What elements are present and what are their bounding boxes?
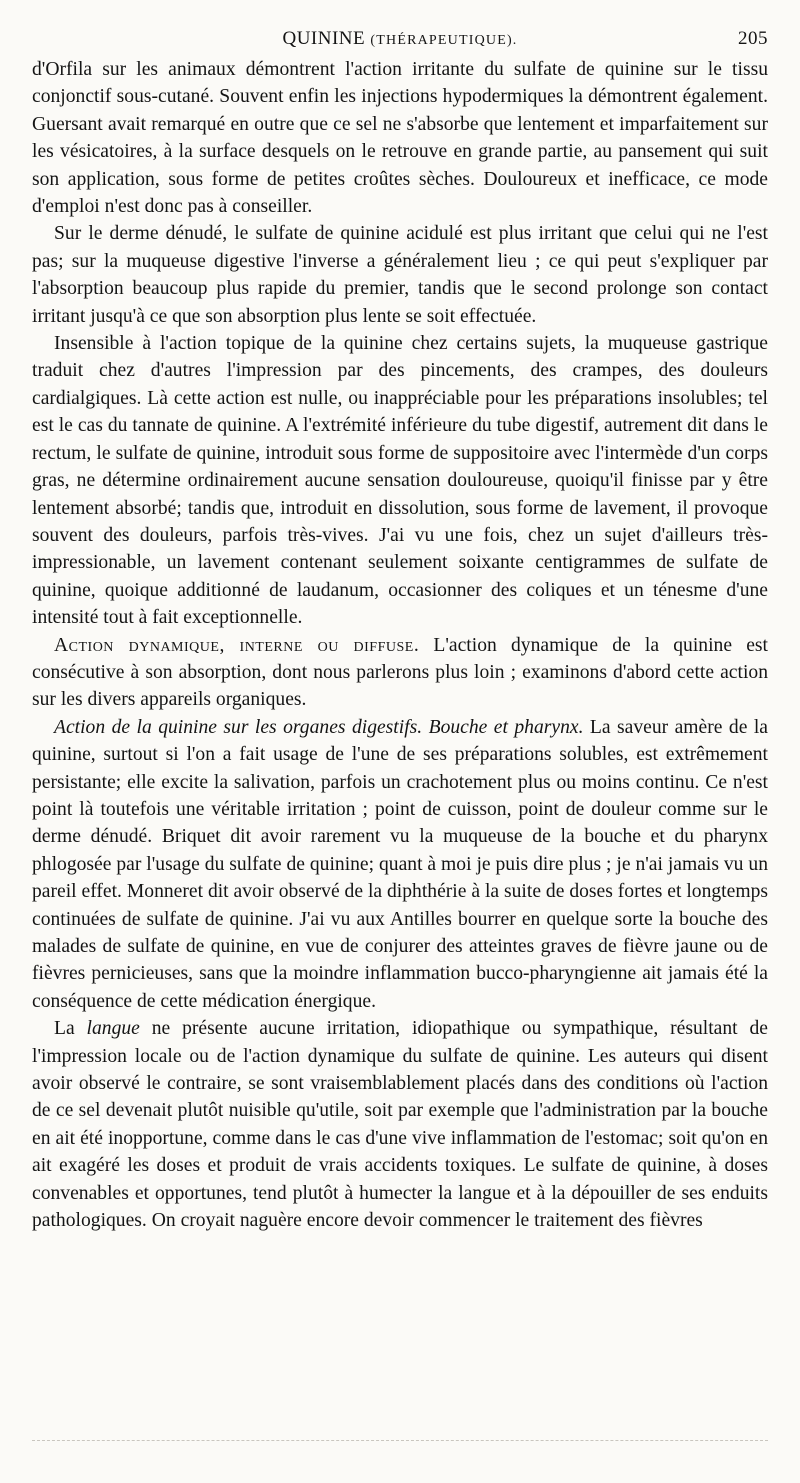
- paragraph-text: d'Orfila sur les animaux démontrent l'action irritante du sulfate de quinine sur le tissu conjonctif sous-cutané. Souvent enfin les injections hypodermiques la démontrent également. Guersant avait remarqué en outre que ce sel ne s'absorbe que lentement et imparfaitement sur les vésicatoires, à la surface desquels on le retrouve en grande partie, au pansement qui suit son application, sous forme de petites croûtes sèches. Douloureux et inefficace, ce mode d'emploi n'est donc pas à conseiller.: [32, 59, 768, 218]
- paragraph-text: Insensible à l'action topique de la quinine chez certains sujets, la muqueuse gastrique traduit chez d'autres l'impression par des pincements, des crampes, des douleurs cardialgiques. Là cette action est nulle, ou inappréciable pour les préparations insolubles; tel est le cas du tannate de quinine. A l'extrémité inférieure du tube digestif, autrement dit dans le rectum, le sulfate de quinine, introduit sous forme de suppositoire avec l'intermède d'un corps gras, ne détermine ordinairement aucune sensation douloureuse, quoiqu'il finisse par y être lentement absorbé; tandis que, introduit en dissolution, sous forme de lavement, il provoque souvent des douleurs, parfois très-vives. J'ai vu une fois, chez un sujet d'ailleurs très-impressionable, un lavement contenant seulement soixante centigrammes de sulfate de quinine, quoique additionné de laudanum, occasionner des coliques et un ténesme d'une intensité tout à fait exceptionnelle.: [32, 333, 768, 629]
- running-title-sub: (THÉRAPEUTIQUE).: [370, 33, 518, 48]
- paragraph-lead: La: [54, 1018, 87, 1040]
- section-heading: Action dynamique, interne ou diffuse.: [54, 634, 420, 656]
- running-title: [32, 28, 768, 50]
- paragraph: [32, 632, 768, 714]
- paragraph: [32, 1015, 768, 1234]
- paragraph: [32, 220, 768, 330]
- page: [32, 28, 768, 1234]
- running-head: [32, 28, 768, 56]
- paragraph-text: ne présente aucune irritation, idiopathique ou sympathique, résultant de l'impression locale ou de l'action dynamique du sulfate de quinine. Les auteurs qui disent avoir observé le contraire, se sont vraisemblablement placés dans des conditions où l'action de ce sel devenait plutôt nuisible qu'utile, soit par exemple que l'administration par la bouche en ait été inopportune, comme dans le cas d'une vive inflammation de l'estomac; soit qu'on en ait exagéré les doses et produit de vrais accidents toxiques. Le sulfate de quinine, à doses convenables et opportunes, tend plutôt à humecter la langue et à la dépouiller de ses enduits pathologiques. On croyait naguère encore devoir commencer le traitement des fièvres: [32, 1018, 768, 1232]
- paragraph: [32, 330, 768, 631]
- page-number: 205: [738, 28, 768, 49]
- running-title-main: QUININE: [282, 28, 366, 49]
- paragraph-text: Sur le derme dénudé, le sulfate de quinine acidulé est plus irritant que celui qui ne l'est pas; sur la muqueuse digestive l'inverse a généralement lieu ; ce qui peut s'expliquer par l'absorption beaucoup plus rapide du premier, tandis que le second prolonge son contact irritant jusqu'à ce que son absorption plus lente se soit effectuée.: [32, 223, 768, 327]
- paragraph-continued: [32, 56, 768, 220]
- section-heading-italic: Action de la quinine sur les organes digestifs. Bouche et pharynx.: [54, 716, 584, 738]
- footer-rule: [32, 1440, 768, 1441]
- body-text: [32, 56, 768, 1234]
- paragraph-text: La saveur amère de la quinine, surtout si l'on a fait usage de l'une de ses préparations solubles, est extrêmement persistante; elle excite la salivation, parfois un crachotement plus ou moins continu. Ce n'est point là toutefois une véritable irritation ; point de cuisson, point de douleur comme sur le derme dénudé. Briquet dit avoir rarement vu la muqueuse de la bouche et du pharynx phlogosée par l'usage du sulfate de quinine; quant à moi je puis dire plus ; je n'ai jamais vu un pareil effet. Monneret dit avoir observé de la diphthérie à la suite de doses fortes et longtemps continuées de sulfate de quinine. J'ai vu aux Antilles bourrer en quelque sorte la bouche des malades de sulfate de quinine, en vue de conjurer des atteintes graves de fièvre jaune ou de fièvres pernicieuses, sans que la moindre inflammation bucco-pharyngienne ait jamais été la conséquence de cette médication énergique.: [32, 716, 768, 1012]
- paragraph: [32, 714, 768, 1015]
- emphasized-word: langue: [86, 1018, 140, 1040]
- paragraph-text: L'action dynamique de la quinine est consécutive à son absorption, dont nous parlerons plus loin ; examinons d'abord cette action sur les divers appareils organiques.: [32, 634, 768, 711]
